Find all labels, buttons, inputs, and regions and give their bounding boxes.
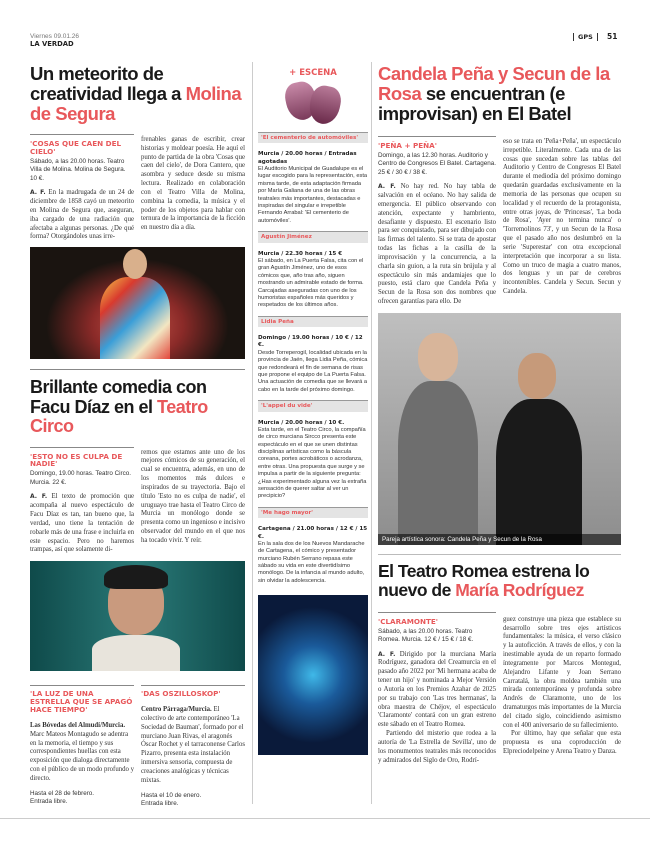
- story2-headline: Brillante comedia con Facu Díaz en el Teatro Circo: [30, 377, 208, 437]
- page-bottom-divider: [0, 818, 650, 819]
- issue-date: Viernes 09.01.26: [30, 33, 80, 40]
- expo-item: 'LA LUZ DE UNA ESTRELLA QUE SE APAGÓ HACE TIEMPO' Las Bóvedas del Almudí/Murcia. Marc Mateos Montagudo se adentra en la memoria, el tiempo y sus correspondientes huellas con esta exposición que dialoga directamente con el público de un modo profundo y directo. Hasta el 28 de febrero. Entrada libre.: [30, 685, 134, 807]
- right-column: [378, 64, 621, 765]
- story3-col1: 'PEÑA + PEÑA' Domingo, a las 12.30 horas. Auditorio y Centro de Congresos El Batel. Cartagena. 25 € / 30 € / 38 €. A. F. No hay red. No hay tabla de salvación en el océano. No hay salida de emergencia. El público observando con atención, expectante y hambriento, desafiante y dispuesto. El escenario listo para ser conquistado, para ser dibujado con las firmas del talento. Si se trata de apostar todas las fichas a la casilla de la improvisación y la concurrencia, a la charla sin guion, a la ruta sin brújula y al espectáculo sin más andamiajes que lo puesto, está claro que Candela Peña y Secun de la Rosa son dos nombres que ofrecen garantías para ello. De: [378, 136, 496, 307]
- expo-photo: [258, 595, 368, 755]
- story2-photo: [30, 561, 245, 671]
- escena-column: + ESCENA 'El cementerio de automóviles' Murcia / 20.00 horas / Entradas agotadas El Auditorio Municipal de Guadalupe es el lugar escogido para la representación, esta misma tarde, de esta adaptación firmada por María Galiana de una de las obras teatrales más importantes, destacadas e inspiradas del singular e irrepetible Fernando Arrabal: 'El cementerio de automóviles'. Agustín Jiménez Murcia / 22.30 horas / 15 € El sábado, en La Puerta Falsa, cita con el gran Agustín Jiménez, uno de esos cómicos que, año tras año, siguen mostrando un admirable estado de forma. Carcajadas aseguradas con uno de los humoristas españoles más queridos y respetados de los últimos años. Lidia Peña Domingo / 19.00 horas / 10 € / 12 €. Desde Torreperogil, localidad ubicada en la provincia de Jaén, llega Lidia Peña, cómica que redondeará el fin de semana de risas que propone el equipo de La Puerta Falsa. Una actuación de comedia que se llevará a cabo en la tarde del próximo domingo. 'L'appel du vide' Murcia / 20.00 horas / 10 €. Esta tarde, en el Teatro Circo, la compañía de circo murciana Sircco presenta este espectáculo en el que se unen distintas disciplinas artísticas como la báscula coreana, portes acrobáticos o acrodanza, entre otras. Una propuesta que surge y se impulsa a partir de la siguiente pregunta: ¿Has experimentado alguna vez la extraña sensación de querer saltar al ver un precipicio? 'Me hago mayor' Cartagena / 21.00 horas / 12 € / 15 €. En la sala dos de los Nuevos Mandarache de Cartagena, el cómico y presentador murciano Rubén Serrano repasa este sábado su vida en este divertidísimo monólogo. De la infancia al mundo adulto, sin olvidar la adolescencia.: [258, 68, 368, 755]
- section-label: GPS: [573, 33, 598, 41]
- story1-body: [30, 134, 245, 242]
- story1-headline: Un meteorito de creatividad llega a Molina de Segura: [30, 63, 242, 124]
- theatre-masks-icon: [258, 78, 368, 126]
- story4-body: [378, 612, 621, 766]
- expo-list: [30, 685, 245, 808]
- story3-headline: Candela Peña y Secun de la Rosa se encuentran (e improvisan) en El Batel: [378, 63, 610, 124]
- story2-sidebar: 'ESTO NO ES CULPA DE NADIE' Domingo, 19.00 horas. Teatro Circo. Murcia. 22 €. A. F. El texto de promoción que acompaña al nuevo espectáculo de Facu Díaz es tan, tan bueno que, la verdad, uno tiene la tentación de robarle más de una frase e incluirla en este espacio. Pero no haremos trampas, así que solamente di-: [30, 447, 134, 556]
- escena-title: + ESCENA: [289, 68, 337, 78]
- story2-col2: remos que estamos ante uno de los mejores cómicos de su generación, el cual se encuentra, además, en uno de los momentos más dulces e inspirados de su trayectoria. Bajo el título 'Esto no es culpa de nadie', el uruguayo trae hasta el Teatro Circo de Murcia un monólogo donde se presenta como un ingenioso e incisivo observador del mundo en el que nos ha tocado vivir. Y reír.: [141, 448, 246, 544]
- photo-caption: Pareja artística sonora: Candela Peña y Secun de la Rosa: [378, 534, 621, 545]
- story4-col1: 'CLARAMONTE' Sábado, a las 20.00 horas. Teatro Romea. Murcia. 12 € / 15 € / 18 €. A. F. Dirigido por la murciana María Rodríguez, ganadora del Creamurcia en el pasado año 2022 por 'Mi hermana acaba de tener un hijo' y nominada a Mejor Versión o Autoría en los Premios Azahar de 2025 por su trabajo con 'Las tres hermanas', la obra maestra de Chéjov, el espectáculo 'Claramonte' contará con un gran estreno este sábado en el Teatro Romea. Partiendo del misterio que rodea a la autoría de 'La Estrella de Sevilla', uno de los monumentos teatrales más reconocidos y admirados del Siglo de Oro, Rodrí-: [378, 612, 496, 766]
- story1-col2: frenables ganas de escribir, crear historias y moldear poesía. He aquí el punto de partida de la obra 'Cosas que caen del cielo', de Dora Cantero, que asombra y seduce desde su misma lectura. Realizado en colaboración con el Teatro Villa de Molina, combina la comedia, la música y el poder de los objetos para hablar con ternura de la importancia de la ficción en nuestro día a día.: [141, 135, 245, 232]
- expo-item: 'DAS OSZILLOSKOP' Centro Párraga/Murcia. El colectivo de arte contemporáneo 'La Sociedad de Bauman', formado por el murciano Juan Rivas, el aragonés Óscar Rochet y el tarraconense Carlos Pizarro, presenta esta instalación inmersiva sensoria, compuesta de creaciones analógicas y técnicas mixtas. Hasta el 10 de enero. Entrada libre.: [141, 685, 245, 808]
- story4-col2: guez construye una pieza que establece su desarrollo sobre tres ejes artísticos fundamentales: la música, el verso clásico y la autoficción. A través de ellos, y con la inestimable ayuda de un reparto formado íntegramente por Marcos Montegud, Alejandro Lifante y Joan Serrano Carratalá, la obra moldea también una mirada contemporánea y profunda sobre Andrés de Claramonte, uno de los dramaturgos más importantes de la Murcia del citado siglo, coincidiendo asimismo con el 400 aniversario de su fallecimiento. Por último, hay que señalar que esta propuesta es una coproducción de Elpreciodelpeine y Arena Teatro y Danza.: [503, 615, 621, 756]
- page-number: 51: [607, 32, 618, 41]
- left-column: [30, 64, 245, 809]
- story4-headline: El Teatro Romea estrena lo nuevo de María Rodríguez: [378, 560, 590, 600]
- story1-photo: [30, 247, 245, 359]
- story3-photo: [378, 313, 621, 545]
- story1-sidebar: 'COSAS QUE CAEN DEL CIELO' Sábado, a las 20.00 horas. Teatro Villa de Molina. Molina de Segura. 10 €. A. F. En la madrugada de un 24 de diciembre de 1858 cayó un meteorito en Molina de Segura que, aseguran, iba cargado de una radiación que afectaba a algunas personas. ¿De qué forma? Otorgándoles unas irre-: [30, 134, 134, 242]
- story3-body: [378, 136, 621, 307]
- story2-body: [30, 447, 245, 556]
- story3-col2: eso se trata en 'Peña+Peña', un espectáculo irrepetible. Literalmente. Cada una de las cosas que sucedan sobre las tablas del Auditorio y Centro de Congresos El Batel durante el mediodía del próximo domingo quedarán guardadas exclusivamente en la memoria de las personas que ocupen su localidad y el recuerdo de la protagonista, entre otras joyas, de 'Princesas', 'La boda de Rosa', 'Ayer no termina nunca' o 'Torremolinos 73', y un Secun de la Rosa que el pasado año nos deslumbró en la serie 'Superestar' con otra excepcional interpretación que incorporar a su lista. Como un truco de magia a cuatro manos, dos lenguas y un par de cerebros incontenibles. Candela y Secun. Secun y Candela.: [503, 137, 621, 295]
- newspaper-name: LA VERDAD: [30, 40, 74, 48]
